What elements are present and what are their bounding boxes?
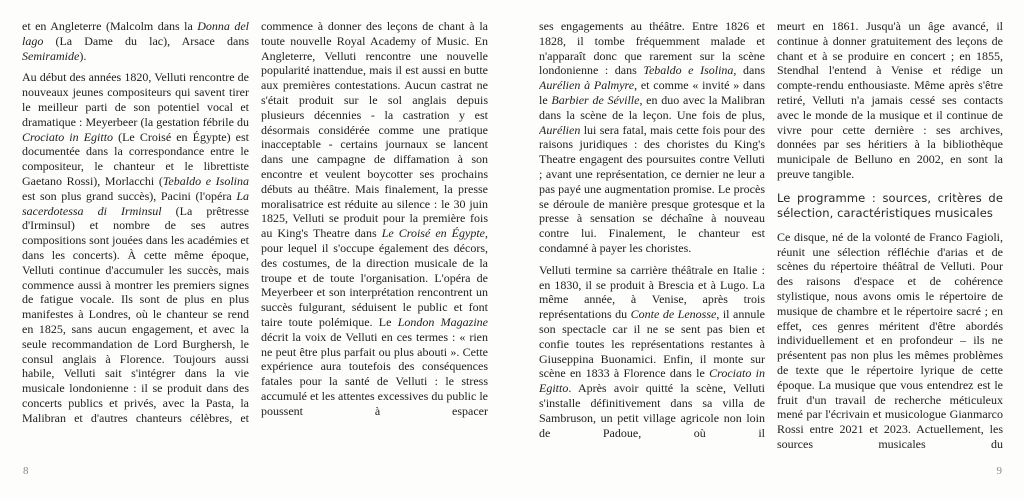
page-number-right: 9	[996, 465, 1002, 477]
text-column-1	[22, 19, 249, 469]
text-column-4	[777, 19, 1003, 469]
page-right	[512, 0, 1024, 499]
paragraph: ses engagements au théâtre. Entre 1826 et 1828, il tombe fréquemment malade et n'apparaît donc que rarement sur la scène londonienne : dans Tebaldo e Isolina, dans Aurélien à Palmyre, et comme « invité » dans le Barbier de Séville, en duo avec la Malibran dans la scène de la leçon. Une fois de plus, Aurélien lui sera fatal, mais cette fois pour des raisons juridiques : des choristes du King's Theatre engagent des poursuites contre Velluti ; avant une représentation, ce dernier ne leur a pas payé une augmentation promise. Le procès se déroule de manière presque grotesque et la presse à sensation se déchaîne à nouveau contre lui. Finalement, le chanteur est condamné à payer les choristes.	[539, 19, 765, 255]
paragraph: et en Angleterre (Malcolm dans la Donna del lago (La Dame du lac), Arsace dans Semiramide).	[22, 19, 249, 63]
page-right-columns	[539, 19, 1003, 469]
paragraph: Velluti termine sa carrière théâtrale en Italie : en 1830, il se produit à Brescia et à Lugo. La même année, à Venise, après trois représentations du Conte de Lenosse, il annule son spectacle car il ne se sent pas bien et confie toutes les représentations restantes à Giuseppina Buonamici. Enfin, il monte sur scène en 1833 à Florence dans le Crociato in Egitto. Après avoir quitté la scène, Velluti s'installe définitivement dans sa villa de Sambruson, un petit village agricole non loin de Padoue, où il	[539, 262, 765, 440]
page-number-left: 8	[23, 465, 29, 477]
section-heading: Le programme : sources, critères de sélection, caractéristiques musicales	[777, 190, 1003, 221]
paragraph: Au début des années 1820, Velluti rencontre de nouveaux jeunes compositeurs qui savent tirer le meilleur parti de son potentiel vocal et dramatique : Meyerbeer (la gestation fébrile du Crociato in Egitto (Le Croisé en Égypte) est documentée dans la correspondance entre le compositeur, le chanteur et le librettiste Gaetano Rossi), Morlacchi (Tebaldo e Isolina est son plus grand succès), Pacini (l'opéra La sacerdotessa di Irminsul (La prêtresse d'Irminsul) et nombre de ses autres compositions sont jouées dans les académies et dans les concerts). À cette même époque, Velluti continue d'accumuler les succès, mais commence aussi à montrer les premiers signes de fatigue vocale. Ils sont de plus en plus manifestes à Londres, où le chanteur se rend en 1825, sans aucun engagement, et avec la seule recommandation de Lord Burghersh, le consul anglais à Florence. Toujours aussi habile, Velluti sait s'intégrer dans la vie musicale londonienne : il se produit dans des concerts publics et privés, avec la Pasta, la Malibran et d'autres chanteurs célèbres, et	[22, 70, 249, 425]
page-left-columns	[22, 19, 488, 469]
paragraph: commence à donner des leçons de chant à la toute nouvelle Royal Academy of Music. En Angleterre, Velluti rencontre une nouvelle popularité inattendue, mais il est aussi en butte aux premières contestations. Aucun castrat ne s'était produit sur le sol anglais depuis plusieurs décennies - la castration y est désormais considérée comme une pratique inacceptable - certains journaux se lancent dans une campagne de diffamation à son encontre et veulent boycotter ses prochains débuts au théâtre. Mais finalement, la presse moralisatrice est réduite au silence : le 30 juin 1825, Velluti se produit pour la première fois au King's Theatre dans Le Croisé en Égypte, pour lequel il s'occupe également des décors, des costumes, de la direction musicale de la troupe et de toute l'organisation. L'opéra de Meyerbeer et son interprétation rencontrent un succès fulgurant, séduisent le public et font taire toute polémique. Le London Magazine décrit la voix de Velluti en ces termes : « rien ne peut être plus parfait ou plus abouti ». Cette expérience aura toutefois des conséquences fatales pour la santé de Velluti : le stress accumulé et les attentes excessives du public le poussent à espacer	[261, 19, 488, 418]
text-column-3	[539, 19, 765, 469]
text-column-2	[261, 19, 488, 469]
paragraph: Ce disque, né de la volonté de Franco Fagioli, réunit une sélection réfléchie d'arias et de scènes du répertoire théâtral de Velluti. Pour des raisons d'espace et de cohérence stylistique, nous avons omis le répertoire de musique de chambre et le répertoire sacré ; en effet, ces genres méritent d'être abordés individuellement et en profondeur – ils ne présentent pas non plus les mêmes problèmes de texte que le répertoire lyrique de cette époque. La musique que vous entendrez est le fruit d'un travail de recherche méticuleux mené par l'écrivain et musicologue Gianmarco Rossi entre 2021 et 2023. Actuellement, les sources musicales du	[777, 229, 1003, 451]
paragraph: meurt en 1861. Jusqu'à un âge avancé, il continue à donner gratuitement des leçons de chant et à se produire en concert ; en 1855, Stendhal l'entend à Venise et rédige un compte-rendu enthousiaste. Même après s'être retiré, Velluti n'a jamais cessé ses contacts avec le monde de la musique et il continue de vivre pour cette dernière : ses archives, données par ses héritiers à la bibliothèque municipale de Belluno en 2002, en sont la preuve tangible.	[777, 19, 1003, 181]
